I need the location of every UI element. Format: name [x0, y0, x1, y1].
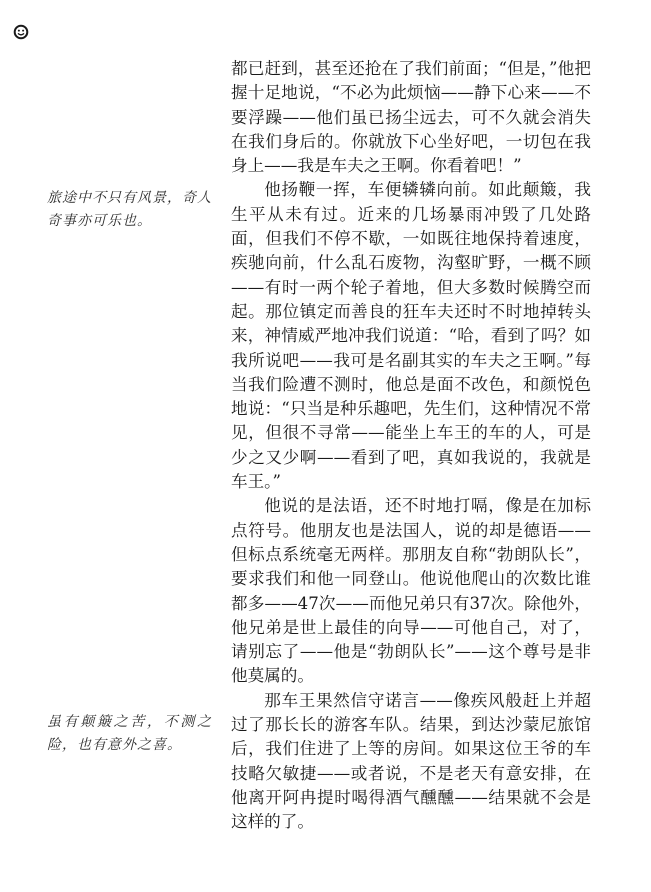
- smiley-face-icon: [13, 24, 29, 40]
- paragraph: 那车王果然信守诺言——像疾风般赶上并超过了那长长的游客车队。结果，到达沙蒙尼旅馆后，我们住进了上等的房间。如果这位王爷的车技略欠敏捷——或者说，不是老天有意安排，在他离开阿冉提时喝得酒气醺醺——结果就不会是这样的了。: [231, 690, 591, 832]
- body-text: [231, 57, 591, 835]
- margin-annotation: 虽有颠簸之苦，不测之险，也有意外之喜。: [47, 714, 212, 753]
- paragraph: 他说的是法语，还不时地打嗝，像是在加标点符号。他朋友也是法国人，说的却是德语——但标点系统毫无两样。那朋友自称“勃朗队长”，要求我们和他一同登山。他说他爬山的次数比谁都多——47次——而他兄弟只有37次。除他外，他兄弟是世上最佳的向导——可他自己，对了，请别忘了——他是“勃朗队长”——这个尊号是非他莫属的。: [231, 496, 591, 686]
- margin-annotation: 旅途中不只有风景，奇人奇事亦可乐也。: [47, 190, 212, 229]
- paragraph: 都已赶到，甚至还抢在了我们前面；“但是，”他把握十足地说，“不必为此烦恼——静下心来——不要浮躁——他们虽已扬尘远去，可不久就会消失在我们身后的。你就放下心坐好吧，一切包在我身上——我是车夫之王啊。你看着吧！”: [231, 59, 591, 176]
- paragraph: 他扬鞭一挥，车便辚辚向前。如此颠簸，我生平从未有过。近来的几场暴雨冲毁了几处路面，但我们不停不歇，一如既往地保持着速度，疾驰向前，什么乱石废物，沟壑旷野，一概不顾——有时一两个轮子着地，但大多数时候腾空而起。那位镇定而善良的狂车夫还时不时地掉转头来，神情威严地冲我们说道：“哈，看到了吗？如我所说吧——我可是名副其实的车夫之王啊。”每当我们险遭不测时，他总是面不改色，和颜悦色地说：“只当是种乐趣吧，先生们，这种情况不常见，但很不寻常——能坐上车王的车的人，可是少之又少啊——看到了吧，真如我说的，我就是车王。”: [231, 180, 591, 492]
